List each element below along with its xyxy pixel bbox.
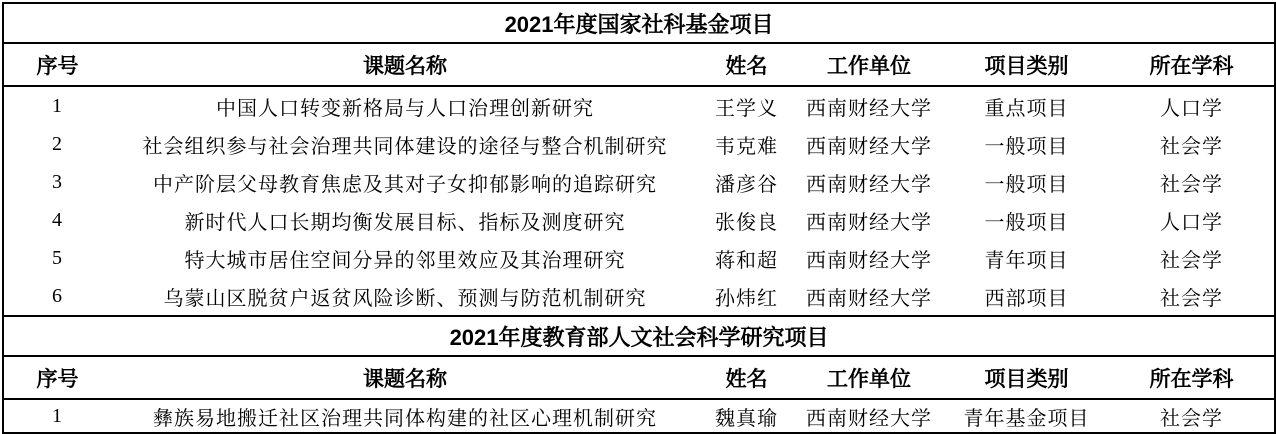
name-cell: 蒋和超: [715, 249, 778, 272]
table-row: [3, 239, 1275, 277]
table-row: [3, 163, 1275, 201]
serial-cell: 5: [52, 246, 63, 269]
serial-cell: 4: [52, 208, 63, 231]
work-unit-cell: 西南财经大学: [806, 407, 932, 430]
project-title-cell: 中国人口转变新格局与人口治理创新研究: [216, 97, 594, 120]
discipline-cell: 社会学: [1160, 287, 1224, 310]
work-unit-cell: 西南财经大学: [806, 135, 932, 158]
header-name: 姓名: [699, 43, 794, 86]
table-header-row: [3, 43, 1275, 86]
work-unit-cell: 西南财经大学: [806, 287, 932, 310]
discipline-cell: 社会学: [1160, 135, 1224, 158]
category-cell: 一般项目: [984, 173, 1069, 196]
discipline-cell: 人口学: [1160, 97, 1224, 120]
header-discipline: 所在学科: [1109, 43, 1275, 86]
discipline-cell: 人口学: [1160, 211, 1224, 234]
section-title-row: [3, 316, 1275, 356]
name-cell: 张俊良: [715, 211, 778, 234]
work-unit-cell: 西南财经大学: [806, 249, 932, 272]
name-cell: 魏真瑜: [715, 407, 778, 430]
header-discipline: 所在学科: [1109, 356, 1275, 399]
header-serial: 序号: [3, 356, 111, 399]
section-title: 2021年度国家社科基金项目: [3, 3, 1275, 43]
header-work-unit: 工作单位: [794, 356, 944, 399]
category-cell: 一般项目: [984, 211, 1069, 234]
header-category: 项目类别: [944, 43, 1109, 86]
work-unit-cell: 西南财经大学: [806, 173, 932, 196]
section-title: 2021年度教育部人文社会科学研究项目: [3, 316, 1275, 356]
project-title-cell: 新时代人口长期均衡发展目标、指标及测度研究: [184, 211, 626, 234]
serial-cell: 1: [52, 94, 63, 117]
header-work-unit: 工作单位: [794, 43, 944, 86]
project-title-cell: 特大城市居住空间分异的邻里效应及其治理研究: [184, 249, 626, 272]
section-title-row: [3, 3, 1275, 43]
table-row: [3, 125, 1275, 163]
discipline-cell: 社会学: [1160, 249, 1224, 272]
project-table: [2, 2, 1276, 434]
table-row: [3, 86, 1275, 125]
project-title-cell: 社会组织参与社会治理共同体建设的途径与整合机制研究: [142, 135, 668, 158]
name-cell: 潘彦谷: [715, 173, 778, 196]
serial-cell: 6: [52, 284, 63, 307]
name-cell: 韦克难: [715, 135, 778, 158]
category-cell: 西部项目: [984, 287, 1069, 310]
serial-cell: 3: [52, 170, 63, 193]
category-cell: 青年基金项目: [963, 407, 1090, 430]
project-title-cell: 乌蒙山区脱贫户返贫风险诊断、预测与防范机制研究: [163, 287, 647, 310]
discipline-cell: 社会学: [1160, 407, 1224, 430]
table-row: [3, 277, 1275, 316]
table-row: [3, 201, 1275, 239]
header-serial: 序号: [3, 43, 111, 86]
header-project-title: 课题名称: [111, 356, 699, 399]
header-name: 姓名: [699, 356, 794, 399]
category-cell: 青年项目: [984, 249, 1069, 272]
name-cell: 孙炜红: [715, 287, 778, 310]
project-title-cell: 中产阶层父母教育焦虑及其对子女抑郁影响的追踪研究: [153, 173, 657, 196]
table-row: [3, 399, 1275, 433]
work-unit-cell: 西南财经大学: [806, 211, 932, 234]
work-unit-cell: 西南财经大学: [806, 97, 932, 120]
project-award-document: [0, 2, 1276, 434]
header-category: 项目类别: [944, 356, 1109, 399]
project-title-cell: 彝族易地搬迁社区治理共同体构建的社区心理机制研究: [153, 407, 657, 430]
discipline-cell: 社会学: [1160, 173, 1224, 196]
header-project-title: 课题名称: [111, 43, 699, 86]
serial-cell: 1: [52, 404, 63, 427]
category-cell: 重点项目: [984, 97, 1069, 120]
serial-cell: 2: [52, 132, 63, 155]
table-header-row: [3, 356, 1275, 399]
name-cell: 王学义: [715, 97, 778, 120]
category-cell: 一般项目: [984, 135, 1069, 158]
